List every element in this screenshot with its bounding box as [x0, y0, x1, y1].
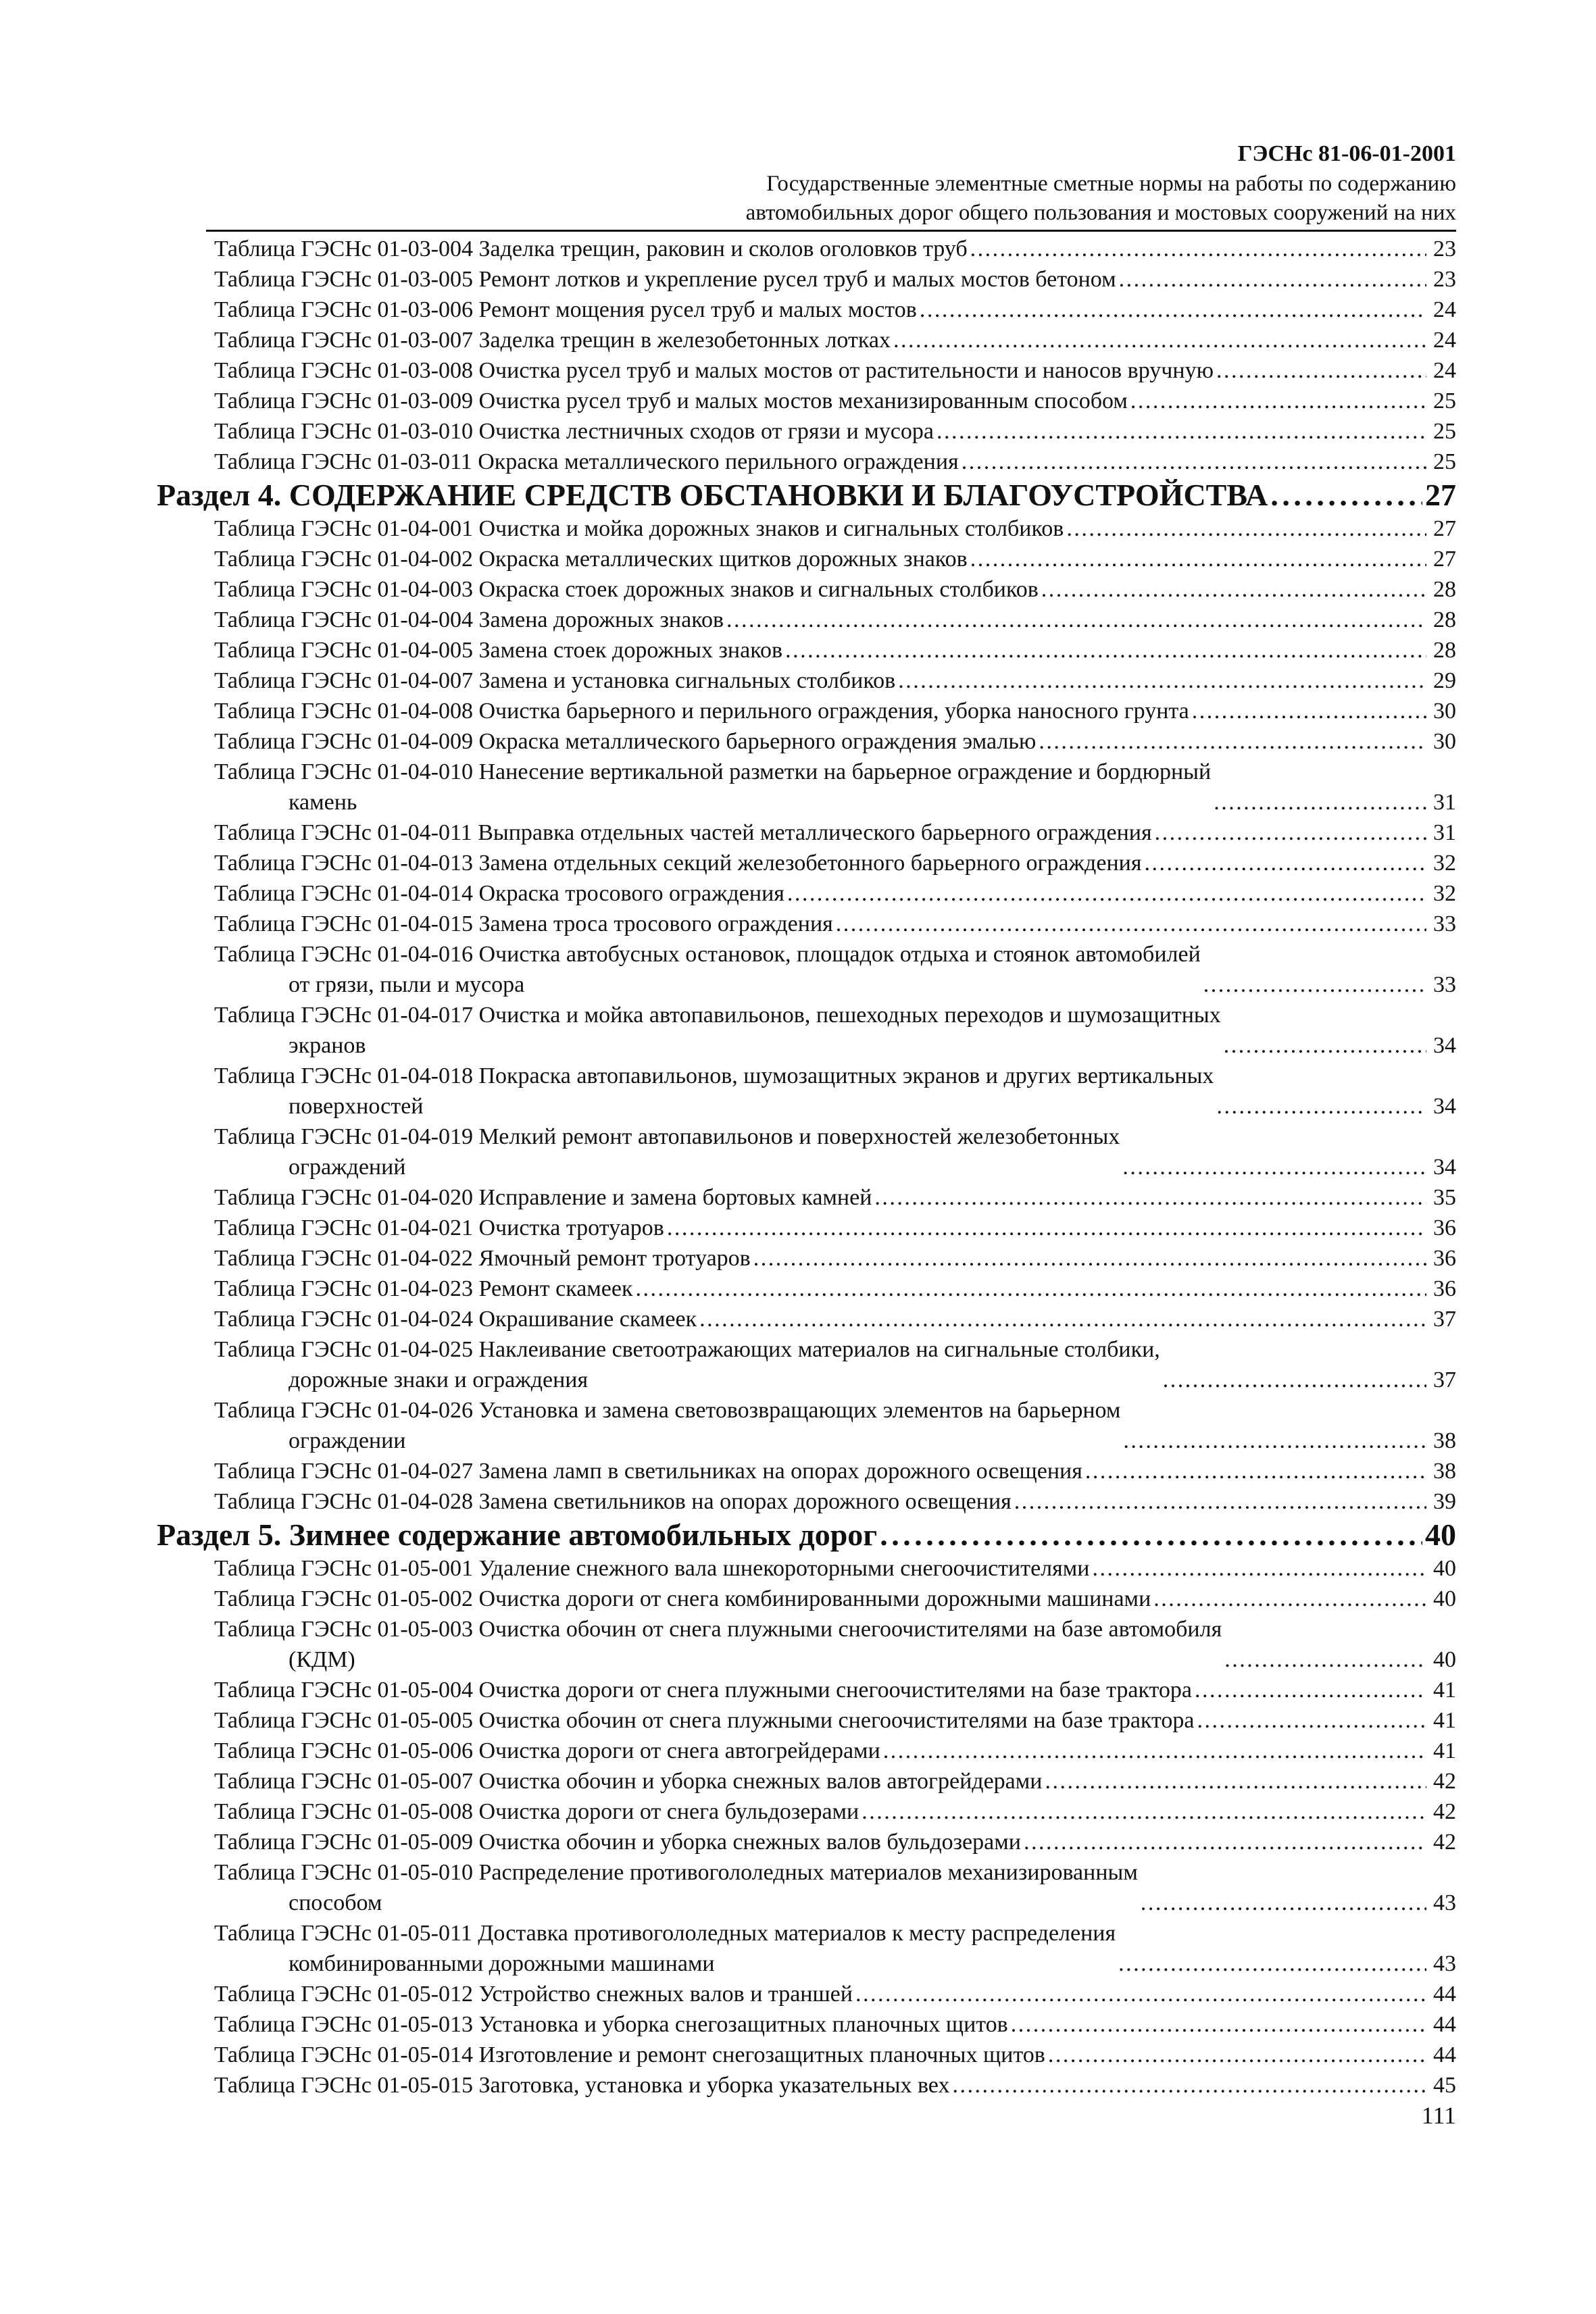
dot-leader: [962, 447, 1426, 477]
toc-entry-page: 44: [1433, 2012, 1456, 2037]
toc-entry[interactable]: [157, 264, 1456, 295]
toc-entry-label: Таблица ГЭСНс 01-04-014 Окраска тросового ограждения: [214, 881, 784, 906]
toc-entry-page: 24: [1433, 328, 1456, 353]
toc-entry-page: 31: [1433, 820, 1456, 845]
toc-entry[interactable]: [157, 1766, 1456, 1796]
toc-entry-page: 38: [1433, 1459, 1456, 1484]
toc-entry[interactable]: [157, 2009, 1456, 2040]
dot-leader: [753, 1243, 1426, 1274]
dot-leader: [1203, 970, 1426, 1000]
toc-entry-page: 45: [1433, 2073, 1456, 2098]
toc-entry-label: Таблица ГЭСНс 01-05-001 Удаление снежного вала шнекороторными снегоочистителями: [214, 1556, 1090, 1581]
dot-leader: [1130, 386, 1426, 416]
toc-entry-label: Таблица ГЭСНс 01-03-009 Очистка русел труб и малых мостов механизированным способом: [214, 388, 1128, 413]
toc-entry-page: 40: [1433, 1647, 1456, 1672]
toc-entry[interactable]: [157, 1243, 1456, 1274]
toc-entry-page: 42: [1433, 1830, 1456, 1855]
section-heading-page: 27: [1425, 478, 1456, 512]
toc-entry-page: 35: [1433, 1185, 1456, 1210]
toc-entry-label-line-1: Таблица ГЭСНс 01-04-018 Покраска автопавильонов, шумозащитных экранов и других вертикальных: [214, 1063, 1214, 1088]
dot-leader: [1195, 1675, 1426, 1705]
toc-entry-label: Таблица ГЭСНс 01-04-003 Окраска стоек дорожных знаков и сигнальных столбиков: [214, 577, 1039, 602]
toc-entry-page: 42: [1433, 1769, 1456, 1794]
toc-entry[interactable]: [157, 878, 1456, 909]
toc-entry[interactable]: [157, 1061, 1456, 1122]
toc-entry[interactable]: [157, 1213, 1456, 1243]
toc-entry[interactable]: [157, 544, 1456, 574]
toc-entry-label: Таблица ГЭСНс 01-04-028 Замена светильников на опорах дорожного освещения: [214, 1489, 1012, 1514]
dot-leader: [1085, 1456, 1426, 1486]
toc-entry-label: Таблица ГЭСНс 01-05-012 Устройство снежных валов и траншей: [214, 1982, 853, 2007]
toc-section-heading[interactable]: [157, 477, 1456, 513]
toc-entry-label-line-1: Таблица ГЭСНс 01-04-019 Мелкий ремонт автопавильонов и поверхностей железобетонных: [214, 1124, 1120, 1149]
toc-entry-label: Таблица ГЭСНс 01-04-007 Замена и установка сигнальных столбиков: [214, 668, 896, 693]
toc-entry-page: 41: [1433, 1708, 1456, 1733]
dot-leader: [970, 544, 1426, 574]
toc-entry-label-line-1: Таблица ГЭСНс 01-04-017 Очистка и мойка автопавильонов, пешеходных переходов и шумозащитных: [214, 1003, 1221, 1028]
dot-leader: [1153, 1584, 1426, 1614]
toc-entry[interactable]: [157, 1553, 1456, 1584]
toc-entry-page: 24: [1433, 297, 1456, 322]
toc-entry-page: 25: [1433, 419, 1456, 444]
dot-leader: [1197, 1705, 1427, 1736]
dot-leader: [1118, 1948, 1426, 1979]
toc-entry-label: Таблица ГЭСНс 01-05-015 Заготовка, установка и уборка указательных вех: [214, 2073, 950, 2098]
toc-entry-page: 25: [1433, 388, 1456, 413]
toc-entry-page: 33: [1433, 972, 1456, 997]
toc-entry-label: Таблица ГЭСНс 01-05-008 Очистка дороги от снега бульдозерами: [214, 1799, 859, 1824]
dot-leader: [636, 1274, 1426, 1304]
toc-entry[interactable]: [157, 295, 1456, 325]
toc-entry-page: 31: [1433, 790, 1456, 815]
toc-entry-label: [214, 939, 1201, 1000]
section-heading-page: 40: [1425, 1517, 1456, 1552]
toc-entry-label-line-2: способом: [289, 1890, 382, 1915]
dot-leader: [920, 295, 1426, 325]
section-heading-label: Раздел 5. Зимнее содержание автомобильных дорог: [157, 1517, 878, 1552]
toc-entry-label-line-1: Таблица ГЭСНс 01-04-025 Наклеивание светоотражающих материалов на сигнальные столбики,: [214, 1337, 1160, 1362]
dot-leader: [1192, 696, 1426, 726]
toc-entry-label: Таблица ГЭСНс 01-05-002 Очистка дороги от снега комбинированными дорожными машинами: [214, 1586, 1151, 1611]
toc-entry[interactable]: [157, 939, 1456, 1000]
toc-entry-page: 36: [1433, 1276, 1456, 1301]
toc-entry-page: 37: [1433, 1367, 1456, 1392]
toc-entry[interactable]: [157, 1736, 1456, 1766]
toc-entry-page: 44: [1433, 2042, 1456, 2067]
page-number: 111: [1421, 2102, 1456, 2129]
toc-entry[interactable]: [157, 726, 1456, 757]
dot-leader: [1039, 726, 1426, 757]
toc-entry[interactable]: [157, 696, 1456, 726]
dot-leader: [1216, 1091, 1426, 1122]
toc-entry[interactable]: [157, 757, 1456, 818]
toc-entry-label-line-2: дорожные знаки и ограждения: [289, 1367, 589, 1392]
dot-leader: [787, 878, 1426, 909]
toc-entry-label: Таблица ГЭСНс 01-04-023 Ремонт скамеек: [214, 1276, 633, 1301]
toc-entry-label: Таблица ГЭСНс 01-03-007 Заделка трещин в железобетонных лотках: [214, 328, 891, 353]
dot-leader: [785, 635, 1426, 665]
dot-leader: [1224, 1030, 1426, 1061]
toc-entry[interactable]: [157, 386, 1456, 416]
dot-leader: [1123, 1426, 1426, 1456]
toc-entry[interactable]: [157, 848, 1456, 878]
toc-entry[interactable]: [157, 234, 1456, 264]
toc-entry-label-line-1: Таблица ГЭСНс 01-05-011 Доставка противогололедных материалов к месту распределения: [214, 1921, 1116, 1946]
header-title-line-1: Государственные элементные сметные нормы на работы по содержанию: [766, 172, 1456, 196]
toc-entry-page: 34: [1433, 1033, 1456, 1058]
toc-entry[interactable]: [157, 665, 1456, 696]
running-header: [206, 139, 1456, 228]
toc-entry-label: Таблица ГЭСНс 01-03-004 Заделка трещин, раковин и сколов оголовков труб: [214, 236, 968, 261]
dot-leader: [667, 1213, 1426, 1243]
toc-entry-label: Таблица ГЭСНс 01-05-004 Очистка дороги от снега плужными снегоочистителями на базе трактора: [214, 1678, 1193, 1703]
toc-entry-label-line-1: Таблица ГЭСНс 01-04-010 Нанесение вертикальной разметки на барьерное ограждение и бордюрный: [214, 759, 1212, 784]
toc-entry[interactable]: [157, 574, 1456, 605]
toc-entry[interactable]: [157, 1827, 1456, 1857]
toc-entry[interactable]: [157, 416, 1456, 447]
dot-leader: [1214, 787, 1426, 818]
dot-leader: [1122, 1152, 1426, 1182]
toc-entry-label: Таблица ГЭСНс 01-04-027 Замена ламп в светильниках на опорах дорожного освещения: [214, 1459, 1082, 1484]
toc-entry[interactable]: [157, 1274, 1456, 1304]
toc-entry[interactable]: [157, 1334, 1456, 1395]
toc-entry[interactable]: [157, 1796, 1456, 1827]
toc-entry-page: 28: [1433, 577, 1456, 602]
toc-entry-label: Таблица ГЭСНс 01-03-008 Очистка русел труб и малых мостов от растительности и наносов вручную: [214, 358, 1214, 383]
toc-entry[interactable]: [157, 635, 1456, 665]
dot-leader: [1045, 1766, 1426, 1796]
toc-entry[interactable]: [157, 1456, 1456, 1486]
toc-entry-page: 32: [1433, 851, 1456, 876]
toc-entry-label: Таблица ГЭСНс 01-04-024 Окрашивание скамеек: [214, 1307, 697, 1332]
toc-entry-page: 41: [1433, 1678, 1456, 1703]
toc-entry[interactable]: [157, 325, 1456, 355]
toc-entry-label: Таблица ГЭСНс 01-05-006 Очистка дороги от снега автогрейдерами: [214, 1738, 880, 1763]
toc-entry-page: 30: [1433, 729, 1456, 754]
toc-entry[interactable]: [157, 1000, 1456, 1061]
dot-leader: [1270, 477, 1422, 513]
toc-entry[interactable]: [157, 1304, 1456, 1334]
toc-entry[interactable]: [157, 818, 1456, 848]
dot-leader: [1141, 1888, 1426, 1918]
dot-leader: [1119, 264, 1426, 295]
dot-leader: [880, 1517, 1422, 1553]
toc-entry-page: 34: [1433, 1094, 1456, 1119]
dot-leader: [1224, 1644, 1426, 1675]
toc-entry-label: Таблица ГЭСНс 01-05-014 Изготовление и ремонт снегозащитных планочных щитов: [214, 2042, 1045, 2067]
toc-entry-label: Таблица ГЭСНс 01-04-021 Очистка тротуаров: [214, 1215, 664, 1240]
toc-entry-page: 36: [1433, 1246, 1456, 1271]
toc-entry-page: 25: [1433, 449, 1456, 474]
toc-entry[interactable]: [157, 605, 1456, 635]
toc-entry-page: 44: [1433, 1982, 1456, 2007]
toc-entry-page: 38: [1433, 1428, 1456, 1453]
toc-entry-label-line-2: (КДМ): [289, 1647, 355, 1672]
toc-entry-label: [214, 1122, 1120, 1182]
toc-entry-label-line-1: Таблица ГЭСНс 01-04-026 Установка и замена световозвращающих элементов на барьерном: [214, 1398, 1121, 1423]
toc-entry-page: 43: [1433, 1890, 1456, 1915]
toc-entry[interactable]: [157, 2070, 1456, 2101]
toc-section-heading[interactable]: [157, 1517, 1456, 1553]
toc-entry-label: Таблица ГЭСНс 01-04-011 Выправка отдельных частей металлического барьерного ограждения: [214, 820, 1152, 845]
toc-entry-label: Таблица ГЭСНс 01-03-006 Ремонт мощения русел труб и малых мостов: [214, 297, 917, 322]
toc-entry-label: Таблица ГЭСНс 01-05-007 Очистка обочин и уборка снежных валов автогрейдерами: [214, 1769, 1043, 1794]
toc-entry-label-line-2: ограждении: [289, 1428, 406, 1453]
toc-entry-label: Таблица ГЭСНс 01-04-020 Исправление и замена бортовых камней: [214, 1185, 872, 1210]
dot-leader: [1066, 513, 1426, 544]
toc-entry-label: Таблица ГЭСНс 01-04-005 Замена стоек дорожных знаков: [214, 638, 783, 663]
toc-entry-page: 24: [1433, 358, 1456, 383]
toc-entry-label: Таблица ГЭСНс 01-04-022 Ямочный ремонт тротуаров: [214, 1246, 751, 1271]
header-rule: [206, 230, 1456, 232]
toc-entry-label: Таблица ГЭСНс 01-04-001 Очистка и мойка дорожных знаков и сигнальных столбиков: [214, 516, 1064, 541]
toc-entry[interactable]: [157, 513, 1456, 544]
toc-entry-label: Таблица ГЭСНс 01-03-005 Ремонт лотков и укрепление русел труб и малых мостов бетоном: [214, 267, 1116, 292]
toc-entry-page: 39: [1433, 1489, 1456, 1514]
dot-leader: [1014, 1486, 1426, 1517]
header-title-line-2: автомобильных дорог общего пользования и мостовых сооружений на них: [745, 201, 1456, 225]
dot-leader: [1024, 1827, 1426, 1857]
toc-entry-page: 36: [1433, 1215, 1456, 1240]
toc-entry-label: [214, 1614, 1222, 1675]
toc-entry-label: Таблица ГЭСНс 01-03-010 Очистка лестничных сходов от грязи и мусора: [214, 419, 934, 444]
toc-entry-label-line-1: Таблица ГЭСНс 01-05-010 Распределение противогололедных материалов механизированным: [214, 1860, 1138, 1885]
toc-entry-page: 32: [1433, 881, 1456, 906]
toc-entry[interactable]: [157, 1705, 1456, 1736]
toc-entry-label: [214, 1857, 1138, 1918]
toc-entry[interactable]: [157, 1182, 1456, 1213]
dot-leader: [1144, 848, 1426, 878]
dot-leader: [699, 1304, 1426, 1334]
toc-entry-label-line-2: от грязи, пыли и мусора: [289, 972, 525, 997]
toc-entry[interactable]: [157, 1486, 1456, 1517]
toc-entry-label: Таблица ГЭСНс 01-05-009 Очистка обочин и уборка снежных валов бульдозерами: [214, 1830, 1021, 1855]
toc-entry[interactable]: [157, 1122, 1456, 1182]
toc-entry-page: 28: [1433, 607, 1456, 632]
toc-entry-page: 29: [1433, 668, 1456, 693]
toc-entry[interactable]: [157, 1979, 1456, 2009]
toc-entry-label: [214, 1395, 1120, 1456]
document-code: ГЭСНс 81-06-01-2001: [1237, 141, 1456, 166]
toc-entry[interactable]: [157, 2040, 1456, 2070]
toc-entry-page: 40: [1433, 1556, 1456, 1581]
toc-entry-label-line-2: камень: [289, 790, 357, 815]
toc-entry-label-line-1: Таблица ГЭСНс 01-05-003 Очистка обочин от снега плужными снегоочистителями на базе автомобиля: [214, 1617, 1222, 1642]
dot-leader: [1041, 574, 1426, 605]
dot-leader: [1093, 1553, 1426, 1584]
toc-entry-page: 23: [1433, 236, 1456, 261]
toc-entry-page: 27: [1433, 516, 1456, 541]
toc-entry[interactable]: [157, 1857, 1456, 1918]
toc-entry-label: [214, 757, 1211, 818]
toc-entry-page: 28: [1433, 638, 1456, 663]
toc-entry-label-line-2: комбинированными дорожными машинами: [289, 1951, 715, 1976]
dot-leader: [862, 1796, 1426, 1827]
toc-entry-label: Таблица ГЭСНс 01-04-013 Замена отдельных секций железобетонного барьерного ограждения: [214, 851, 1142, 876]
dot-leader: [970, 234, 1426, 264]
dot-leader: [874, 1182, 1426, 1213]
toc-entry-label: Таблица ГЭСНс 01-03-011 Окраска металлического перильного ограждения: [214, 449, 959, 474]
dot-leader: [1011, 2009, 1426, 2040]
toc-entry[interactable]: [157, 355, 1456, 386]
dot-leader: [1163, 1365, 1426, 1395]
toc-entry-label-line-1: Таблица ГЭСНс 01-04-016 Очистка автобусных остановок, площадок отдыха и стоянок автомобилей: [214, 942, 1201, 967]
toc-entry-page: 42: [1433, 1799, 1456, 1824]
toc-entry-label: Таблица ГЭСНс 01-04-015 Замена троса тросового ограждения: [214, 911, 833, 936]
toc-entry-page: 34: [1433, 1155, 1456, 1180]
toc-entry[interactable]: [157, 447, 1456, 477]
toc-entry[interactable]: [157, 1584, 1456, 1614]
dot-leader: [893, 325, 1426, 355]
toc-entry-label: Таблица ГЭСНс 01-04-002 Окраска металлических щитков дорожных знаков: [214, 547, 968, 572]
toc-entry-page: 41: [1433, 1738, 1456, 1763]
toc-entry-page: 37: [1433, 1307, 1456, 1332]
toc-entry-label: Таблица ГЭСНс 01-05-013 Установка и уборка снегозащитных планочных щитов: [214, 2012, 1008, 2037]
toc-entry[interactable]: [157, 1614, 1456, 1675]
toc-entry-page: 40: [1433, 1586, 1456, 1611]
dot-leader: [898, 665, 1426, 696]
dot-leader: [855, 1979, 1426, 2009]
dot-leader: [937, 416, 1426, 447]
toc-entry-page: 43: [1433, 1951, 1456, 1976]
dot-leader: [836, 909, 1426, 939]
toc-entry-page: 27: [1433, 547, 1456, 572]
toc-entry[interactable]: [157, 909, 1456, 939]
toc-entry-label: Таблица ГЭСНс 01-05-005 Очистка обочин от снега плужными снегоочистителями на базе трактора: [214, 1708, 1195, 1733]
dot-leader: [1155, 818, 1426, 848]
toc-entry-label: Таблица ГЭСНс 01-04-004 Замена дорожных знаков: [214, 607, 724, 632]
dot-leader: [726, 605, 1426, 635]
toc-entry-label-line-2: поверхностей: [289, 1094, 424, 1119]
toc-entry[interactable]: [157, 1395, 1456, 1456]
toc-entry-label: [214, 1000, 1221, 1061]
dot-leader: [1048, 2040, 1426, 2070]
toc-entry-label: Таблица ГЭСНс 01-04-009 Окраска металлического барьерного ограждения эмалью: [214, 729, 1037, 754]
toc-entry-page: 23: [1433, 267, 1456, 292]
dot-leader: [883, 1736, 1426, 1766]
toc-entry-page: 30: [1433, 699, 1456, 724]
toc-entry-label-line-2: ограждений: [289, 1155, 406, 1180]
table-of-contents: [157, 234, 1456, 2101]
dot-leader: [1216, 355, 1426, 386]
section-heading-label: Раздел 4. СОДЕРЖАНИЕ СРЕДСТВ ОБСТАНОВКИ И БЛАГОУСТРОЙСТВА: [157, 478, 1268, 512]
toc-entry-label: [214, 1918, 1116, 1979]
toc-entry-page: 33: [1433, 911, 1456, 936]
toc-entry-label: [214, 1334, 1160, 1395]
dot-leader: [952, 2070, 1426, 2101]
toc-entry-label: [214, 1061, 1214, 1122]
toc-entry[interactable]: [157, 1918, 1456, 1979]
toc-entry-label-line-2: экранов: [289, 1033, 366, 1058]
toc-entry-label: Таблица ГЭСНс 01-04-008 Очистка барьерного и перильного ограждения, уборка наносного грунта: [214, 699, 1189, 724]
toc-entry[interactable]: [157, 1675, 1456, 1705]
